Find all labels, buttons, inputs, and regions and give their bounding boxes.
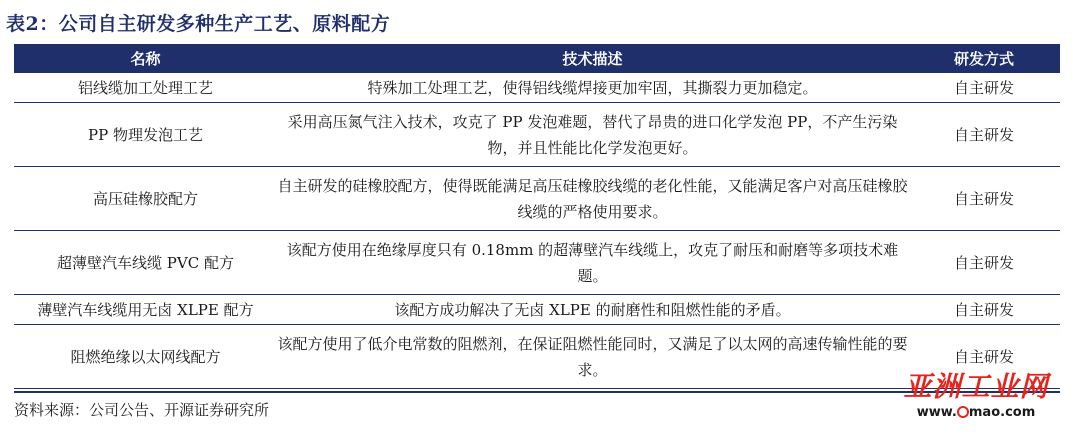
table-title: 表2：公司自主研发多种生产工艺、原料配方 (6, 13, 391, 35)
table-row (14, 103, 1060, 167)
watermark-url-suffix: mao.com (968, 405, 1036, 420)
table-header-row (14, 44, 1060, 73)
table-row (14, 167, 1060, 231)
description-text: 该配方使用了低介电常数的阻燃剂，在保证阻燃性能同时，又满足了以太网的高速传输性能的要求。 (277, 334, 908, 379)
source-note: 资料来源：公司公告、开源证券研究所 (14, 401, 270, 419)
cell-name: 超薄壁汽车线缆 PVC 配方 (57, 253, 234, 272)
watermark-url-prefix: www. (916, 405, 957, 420)
cell-description (277, 73, 908, 103)
cell-description (277, 295, 908, 325)
watermark-text: 亚洲工业网 (903, 370, 1049, 403)
cell-description (277, 325, 908, 389)
description-text: 该配方成功解决了无卤 XLPE 的耐磨性和阻燃性能的矛盾。 (394, 300, 791, 319)
cell-name: 阻燃绝缘以太网线配方 (70, 347, 221, 366)
cell-name: PP 物理发泡工艺 (88, 125, 203, 144)
header-name: 名称 (130, 50, 161, 68)
description-text: 特殊加工处理工艺，使得铝线缆焊接更加牢固，其撕裂力更加稳定。 (367, 78, 818, 97)
globe-e-icon (957, 406, 969, 418)
description-text: 自主研发的硅橡胶配方，使得既能满足高压硅橡胶线缆的老化性能，又能满足客户对高压硅橡胶线缆的严格使用要求。 (277, 176, 908, 221)
cell-description (277, 167, 908, 231)
watermark-url (887, 404, 1065, 422)
cell-description (277, 103, 908, 167)
description-text: 采用高压氮气注入技术，攻克了 PP 发泡难题，替代了昂贵的进口化学发泡 PP，不产生污染物，并且性能比化学发泡更好。 (287, 112, 898, 157)
table-row (14, 231, 1060, 295)
table-row (14, 73, 1060, 103)
cell-method: 自主研发 (953, 189, 1014, 208)
cell-name: 铝线缆加工处理工艺 (77, 78, 213, 97)
cell-name: 薄壁汽车线缆用无卤 XLPE 配方 (37, 300, 254, 319)
watermark-logo (887, 370, 1065, 430)
cell-description (277, 231, 908, 295)
cell-method: 自主研发 (953, 125, 1014, 144)
header-description: 技术描述 (562, 50, 623, 68)
description-text: 该配方使用在绝缘厚度只有 0.18mm 的超薄壁汽车线缆上，攻克了耐压和耐磨等多项技术难题。 (286, 240, 899, 285)
process-table (14, 44, 1060, 389)
cell-method: 自主研发 (953, 300, 1014, 319)
cell-method: 自主研发 (953, 253, 1014, 272)
header-method: 研发方式 (953, 50, 1014, 68)
cell-method: 自主研发 (953, 78, 1014, 97)
table-row (14, 295, 1060, 325)
cell-method: 自主研发 (953, 347, 1014, 366)
cell-name: 高压硅橡胶配方 (92, 189, 198, 208)
